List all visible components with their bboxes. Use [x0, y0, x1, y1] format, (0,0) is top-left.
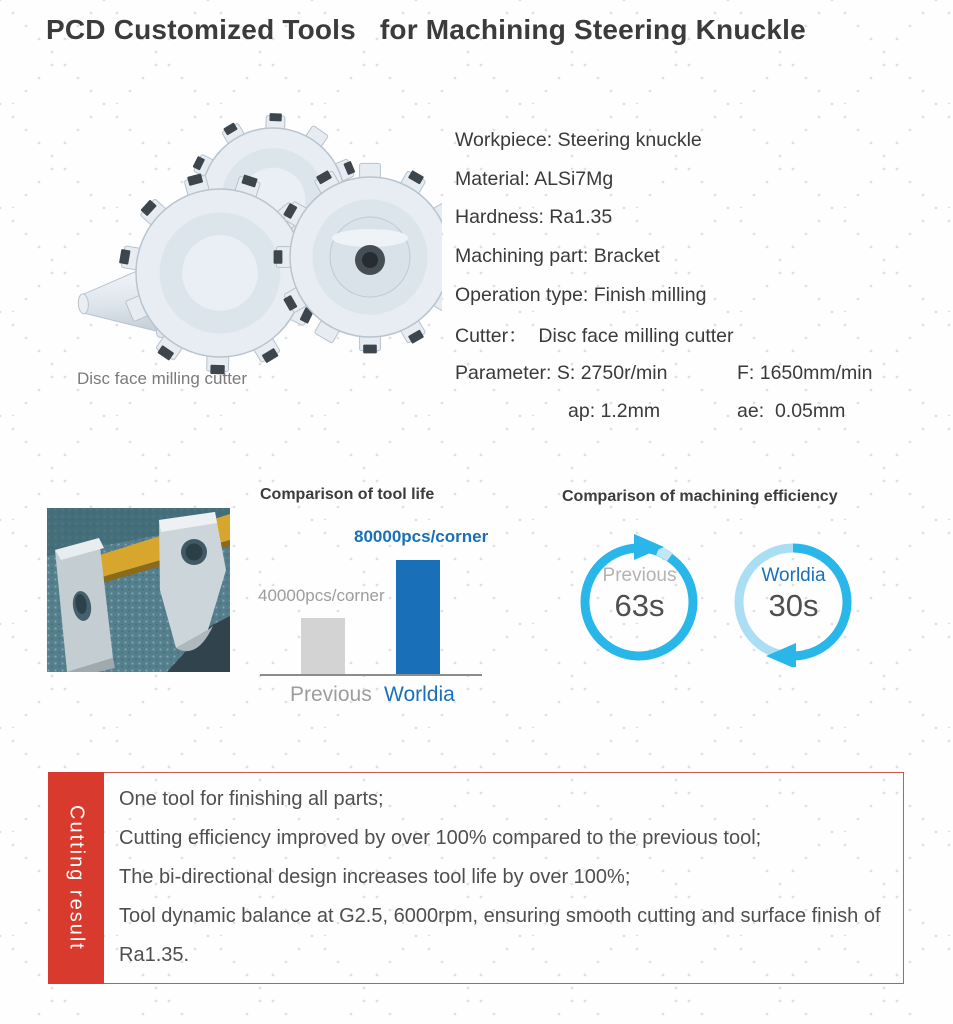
- page-title: PCD Customized Tools for Machining Steering Knuckle: [46, 14, 806, 45]
- milling-cutter-image: [52, 92, 442, 382]
- spec-workpiece: Workpiece: Steering knuckle: [455, 128, 702, 151]
- result-line: Cutting efficiency improved by over 100% compared to the previous tool;: [119, 827, 762, 849]
- ring-label-previous: Previous: [602, 565, 677, 586]
- param-feed: F: 1650mm/min: [737, 361, 873, 384]
- result-line: One tool for finishing all parts;: [119, 788, 384, 810]
- param-ap: ap: 1.2mm: [568, 400, 661, 423]
- spec-list: [455, 121, 925, 431]
- result-line: The bi-directional design increases tool life by over 100%;: [119, 866, 631, 888]
- result-line: Tool dynamic balance at G2.5, 6000rpm, ensuring smooth cutting and surface finish of Ra1.35.: [119, 905, 881, 966]
- spec-hardness: Hardness: Ra1.35: [455, 206, 613, 229]
- tool-life-bar: [396, 560, 440, 676]
- cutting-result-tab-label: Cutting result: [65, 805, 88, 951]
- spec-material: Material: ALSi7Mg: [455, 167, 614, 190]
- spec-parameter-row1: [455, 354, 925, 393]
- chart-baseline: [260, 674, 482, 676]
- efficiency-comparison: [556, 488, 906, 723]
- category-label-worldia: Worldia: [384, 683, 455, 706]
- tool-life-chart-title: Comparison of tool life: [260, 486, 435, 503]
- ring-value-previous: 63s: [614, 588, 665, 623]
- category-label-previous: Previous: [290, 683, 372, 706]
- spec-machining-part: Machining part: Bracket: [455, 245, 660, 268]
- param-ae: ae: 0.05mm: [737, 400, 846, 423]
- previous-bar-value-label: 40000pcs/corner: [258, 586, 385, 605]
- spec-cutter: Cutter： Disc face milling cutter: [455, 325, 734, 348]
- worldia-bar-value-label: 80000pcs/corner: [354, 527, 489, 546]
- workpiece-photo: [47, 508, 230, 672]
- spec-parameter-row2: [455, 393, 925, 432]
- ring-label-worldia: Worldia: [761, 565, 826, 586]
- ring-value-worldia: 30s: [768, 588, 819, 623]
- worldia-efficiency-ring: [726, 532, 861, 667]
- cutting-result-tab: [48, 772, 104, 984]
- tool-life-bar: [301, 618, 345, 676]
- efficiency-title: Comparison of machining efficiency: [562, 488, 838, 505]
- cutting-result-content: [119, 780, 885, 975]
- spec-operation-type: Operation type: Finish milling: [455, 284, 707, 307]
- cutter-caption: Disc face milling cutter: [77, 369, 248, 388]
- cutting-result-box: [48, 772, 904, 984]
- previous-efficiency-ring: [572, 532, 707, 667]
- param-spindle: Parameter: S: 2750r/min: [455, 361, 668, 384]
- tool-life-chart: [258, 486, 490, 721]
